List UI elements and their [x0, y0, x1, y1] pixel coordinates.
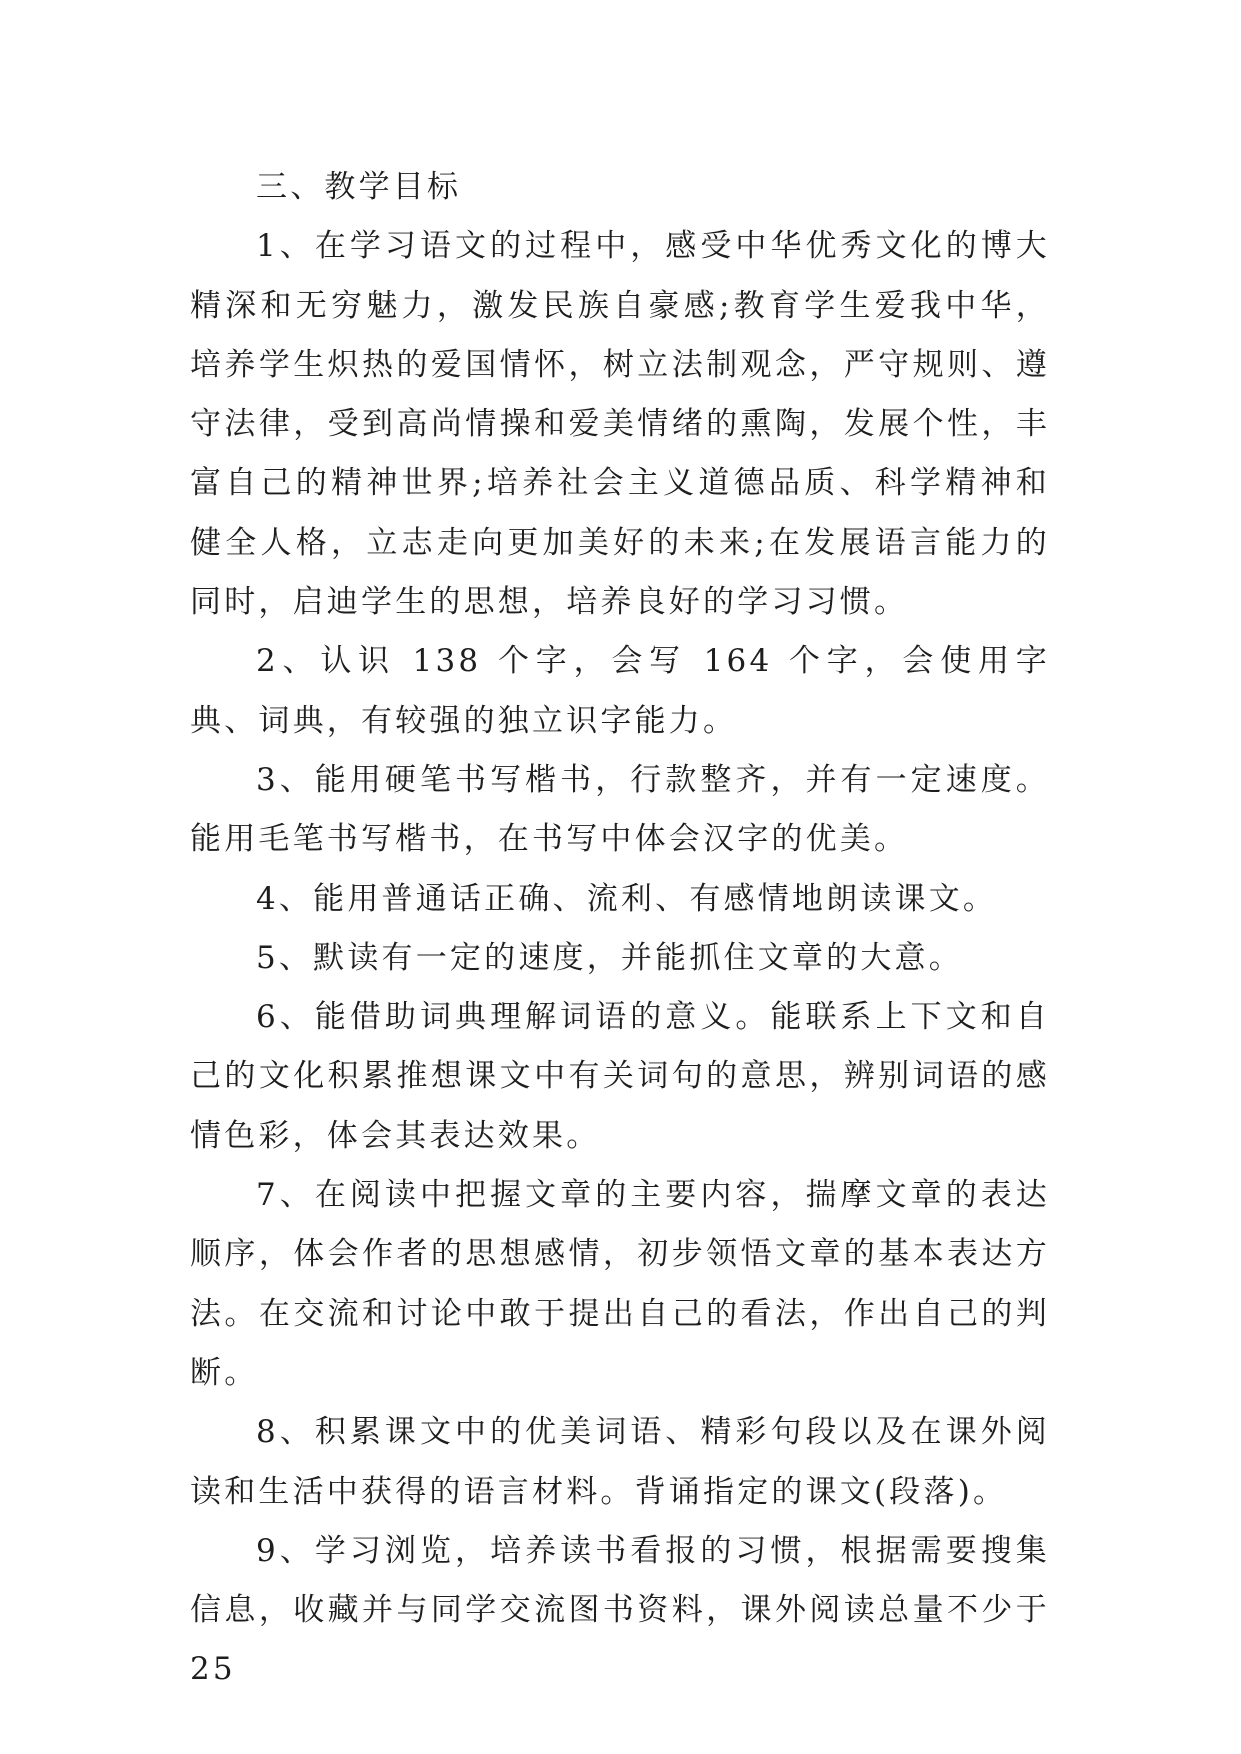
paragraph-goal-6: 6、能借助词典理解词语的意义。能联系上下文和自己的文化积累推想课文中有关词句的意思，辨别词语的感情色彩，体会其表达效果。 — [190, 999, 1050, 1154]
paragraph-goal-1: 1、在学习语文的过程中，感受中华优秀文化的博大精深和无穷魅力，激发民族自豪感;教育学生爱我中华，培养学生炽热的爱国情怀，树立法制观念，严守规则、遵守法律，受到高尚情操和爱美情绪的熏陶，发展个性，丰富自己的精神世界;培养社会主义道德品质、科学精神和健全人格，立志走向更加美好的未来;在发展语言能力的同时，启迪学生的思想，培养良好的学习习惯。 — [190, 228, 1050, 621]
document-body — [190, 158, 1050, 1700]
paragraph-goal-2: 2、认识 138 个字，会写 164 个字，会使用字典、词典，有较强的独立识字能力。 — [190, 643, 1050, 739]
section-heading: 三、教学目标 — [256, 169, 462, 205]
paragraph-goal-7: 7、在阅读中把握文章的主要内容，揣摩文章的表达顺序，体会作者的思想感情，初步领悟文章的基本表达方法。在交流和讨论中敢于提出自己的看法，作出自己的判断。 — [190, 1177, 1050, 1391]
paragraph-goal-4: 4、能用普通话正确、流利、有感情地朗读课文。 — [256, 880, 998, 917]
paragraph-goal-8: 8、积累课文中的优美词语、精彩句段以及在课外阅读和生活中获得的语言材料。背诵指定的课文(段落)。 — [190, 1414, 1050, 1510]
paragraph-goal-9: 9、学习浏览，培养读书看报的习惯，根据需要搜集信息，收藏并与同学交流图书资料，课外阅读总量不少于 25 — [190, 1532, 1050, 1688]
paragraph-goal-5: 5、默读有一定的速度，并能抓住文章的大意。 — [256, 939, 963, 976]
paragraph-goal-3: 3、能用硬笔书写楷书，行款整齐，并有一定速度。能用毛笔书写楷书，在书写中体会汉字的优美。 — [190, 761, 1050, 858]
